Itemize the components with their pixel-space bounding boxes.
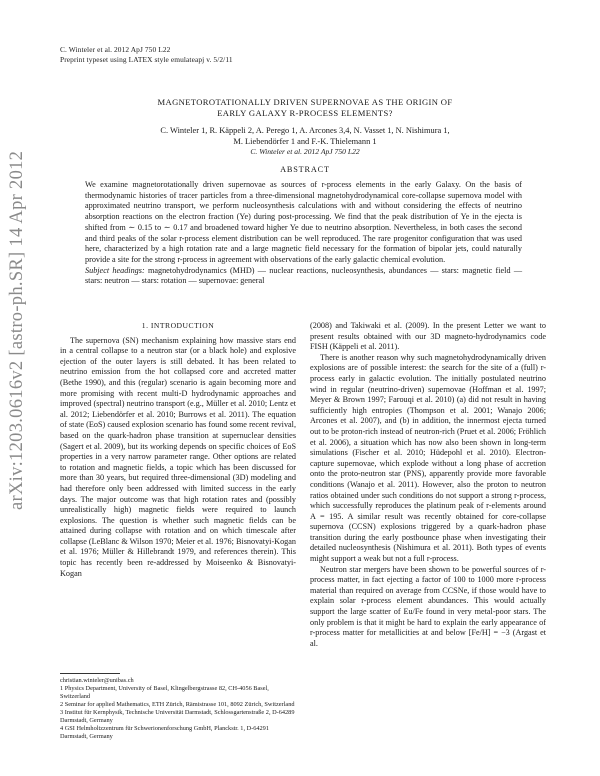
author-list	[60, 125, 550, 147]
paper-title	[60, 97, 550, 119]
footnotes	[60, 673, 296, 741]
section-heading-introduction: 1. INTRODUCTION	[141, 321, 215, 330]
footnote-3: 3 Institut für Kernphysik, Technische Universität Darmstadt, Schlossgartenstraße 2, D-64289 Darmstadt, Germany	[60, 709, 295, 724]
citation-line: C. Winteler et al. 2012 ApJ 750 L22	[250, 147, 360, 156]
author-line-2: M. Liebendörfer 1 and F.-K. Thielemann 1	[233, 137, 377, 146]
intro-paragraph-3: Neutron star mergers have been shown to be powerful sources of r-process matter, in fact ejecting a factor of 100 to 1000 more r-process material than required on average from CCSNe, if those would have to explain solar r-process element abundances. This would actually support the large scatter of Eu/Fe found in very metal-poor stars. The only problem is that it might be hard to explain the early appearance of r-process matter for metallicities at and below [Fe/H] = −3 (Argast et al.	[310, 564, 546, 648]
footnote-4: 4 GSI Helmholtzzentrum für Schwerionenforschung GmbH, Planckstr. 1, D-64291 Darmstadt, Germany	[60, 725, 269, 740]
abstract-text: We examine magnetorotationally driven supernovae as sources of r-process elements in the early Galaxy. On the basis of thermodynamic histories of tracer particles from a three-dimensional magnetohydrodynamical core-collapse supernova model with approximated neutrino transport, we perform nucleosynthesis calculations with and without considering the effects of neutrino absorption reactions on the electron fraction (Ye) during post-processing. We find that the peak distribution of Ye in the ejecta is shifted from ∼ 0.15 to ∼ 0.17 and broadened toward higher Ye due to neutrino absorption. Nevertheless, in both cases the second and third peaks of the solar r-process element distribution can be well reproduced. The rare progenitor configuration that was used here, characterized by a high rotation rate and a large magnetic field necessary for the formation of bipolar jets, could naturally provide a site for the strong r-process in agreement with observations of the early galactic chemical evolution.	[85, 180, 522, 264]
abstract	[85, 180, 522, 287]
footnote-email[interactable]: christian.winteler@unibas.ch	[60, 677, 134, 684]
intro-paragraph-1-continued: (2008) and Takiwaki et al. (2009). In the present Letter we want to present results obtained with our 3D magneto-hydrodynamics code FISH (Käppeli et al. 2011).	[310, 321, 546, 352]
subject-headings-label: Subject headings:	[85, 265, 145, 275]
running-head	[60, 45, 233, 64]
subject-headings	[85, 266, 522, 287]
footnote-1: 1 Physics Department, University of Basel, Klingelbergstrasse 82, CH-4056 Basel, Switzerland	[60, 685, 269, 700]
right-column	[310, 321, 546, 649]
left-column	[60, 321, 296, 579]
paper-title-line-1: MAGNETOROTATIONALLY DRIVEN SUPERNOVAE AS THE ORIGIN OF	[157, 97, 453, 107]
footnote-rule	[60, 673, 120, 674]
intro-paragraph-2: There is another reason why such magnetohydrodynamically driven explosions are of possible interest: the search for the site of a (full) r-process early in galactic evolution. The initially postulated neutrino wind in regular (neutrino-driven) supernovae (Hoffman et al. 1997; Meyer & Brown 1997; Farouqi et al. 2010) (a) did not result in having sufficiently high entropies (Thompson et al. 2001; Wanajo 2006; Arcones et al. 2007), and (b) in addition, the innermost ejecta turned out to be proton-rich instead of neutron-rich (Pruet et al. 2006; Fröhlich et al. 2006), a situation which has now also been shown in long-term simulations (Fischer et al. 2010; Hüdepohl et al. 2010). Electron-capture supernovae, which explode without a long phase of accretion onto the proto-neutron star (PNS), apparently provide more favorable conditions (Wanajo et al. 2011). However, also the proton to neutron ratios obtained under such conditions do not support a strong r-process, which successfully reproduces the platinum peak of r-elements around A = 195. A similar result was recently obtained for core-collapse supernova (CCSN) explosions triggered by a quark-hadron phase transition during the early postbounce phase when investigating their detailed nucleosynthesis (Nishimura et al. 2011). Both types of events might support a weak but not a full r-process.	[310, 352, 546, 564]
paper-title-line-2: EARLY GALAXY R-PROCESS ELEMENTS?	[217, 108, 393, 118]
intro-paragraph-1: The supernova (SN) mechanism explaining how massive stars end in a central collapse to a neutron star (or a black hole) and explosive ejection of the outer layers is still debated. It has been related to neutrino emission from the hot collapsed core and accreted matter (Bethe 1990), and this (regular) scenario is again becoming more and more promising with recent multi-D hydrodynamic approaches and improved (spectral) neutrino transport (e.g., Müller et al. 2010; Lentz et al. 2012; Liebendörfer et al. 2010; Burrows et al. 2011). The equation of state (EoS) caused explosion scenario has found some recent revival, based on the quark-hadron phase transition at supernuclear densities (Sagert et al. 2009), but its working depends on specific choices of EoS properties in a very narrow parameter range. Other options are related to rotation and magnetic fields, a topic which has been discussed for more than 30 years, but required three-dimensional (3D) modeling and had therefore only been addressed with limited success in the early days. The major outcome was that high rotation rates and (possibly unrealistically high) magnetic fields were required to launch explosions. The question is whether such magnetic fields can be attained during collapse with rotation and on which timescale after collapse (LeBlanc & Wilson 1970; Meier et al. 1976; Bisnovatyi-Kogan et al. 1976; Müller & Hillebrandt 1979, and references therein). This topic has recently been re-addressed by Moiseenko & Bisnovatyi-Kogan	[60, 335, 296, 578]
author-line-1: C. Winteler 1, R. Käppeli 2, A. Perego 1, A. Arcones 3,4, N. Vasset 1, N. Nishimura 1,	[160, 126, 450, 135]
running-head-citation: C. Winteler et al. 2012 ApJ 750 L22	[60, 45, 171, 54]
running-head-preprint: Preprint typeset using LATEX style emulateapj v. 5/2/11	[60, 54, 233, 64]
arxiv-sidebar-id[interactable]: arXiv:1203.0616v2 [astro-ph.SR] 14 Apr 2012	[7, 150, 27, 510]
subject-headings-list: magnetohydrodynamics (MHD) — nuclear reactions, nucleosynthesis, abundances — stars: magnetic field — stars: neutron — stars: rotation — supernovae: general	[85, 265, 523, 286]
footnote-2: 2 Seminar for applied Mathematics, ETH Zürich, Rämistrasse 101, 8092 Zürich, Switzerland	[60, 701, 295, 708]
abstract-heading: ABSTRACT	[280, 165, 330, 174]
